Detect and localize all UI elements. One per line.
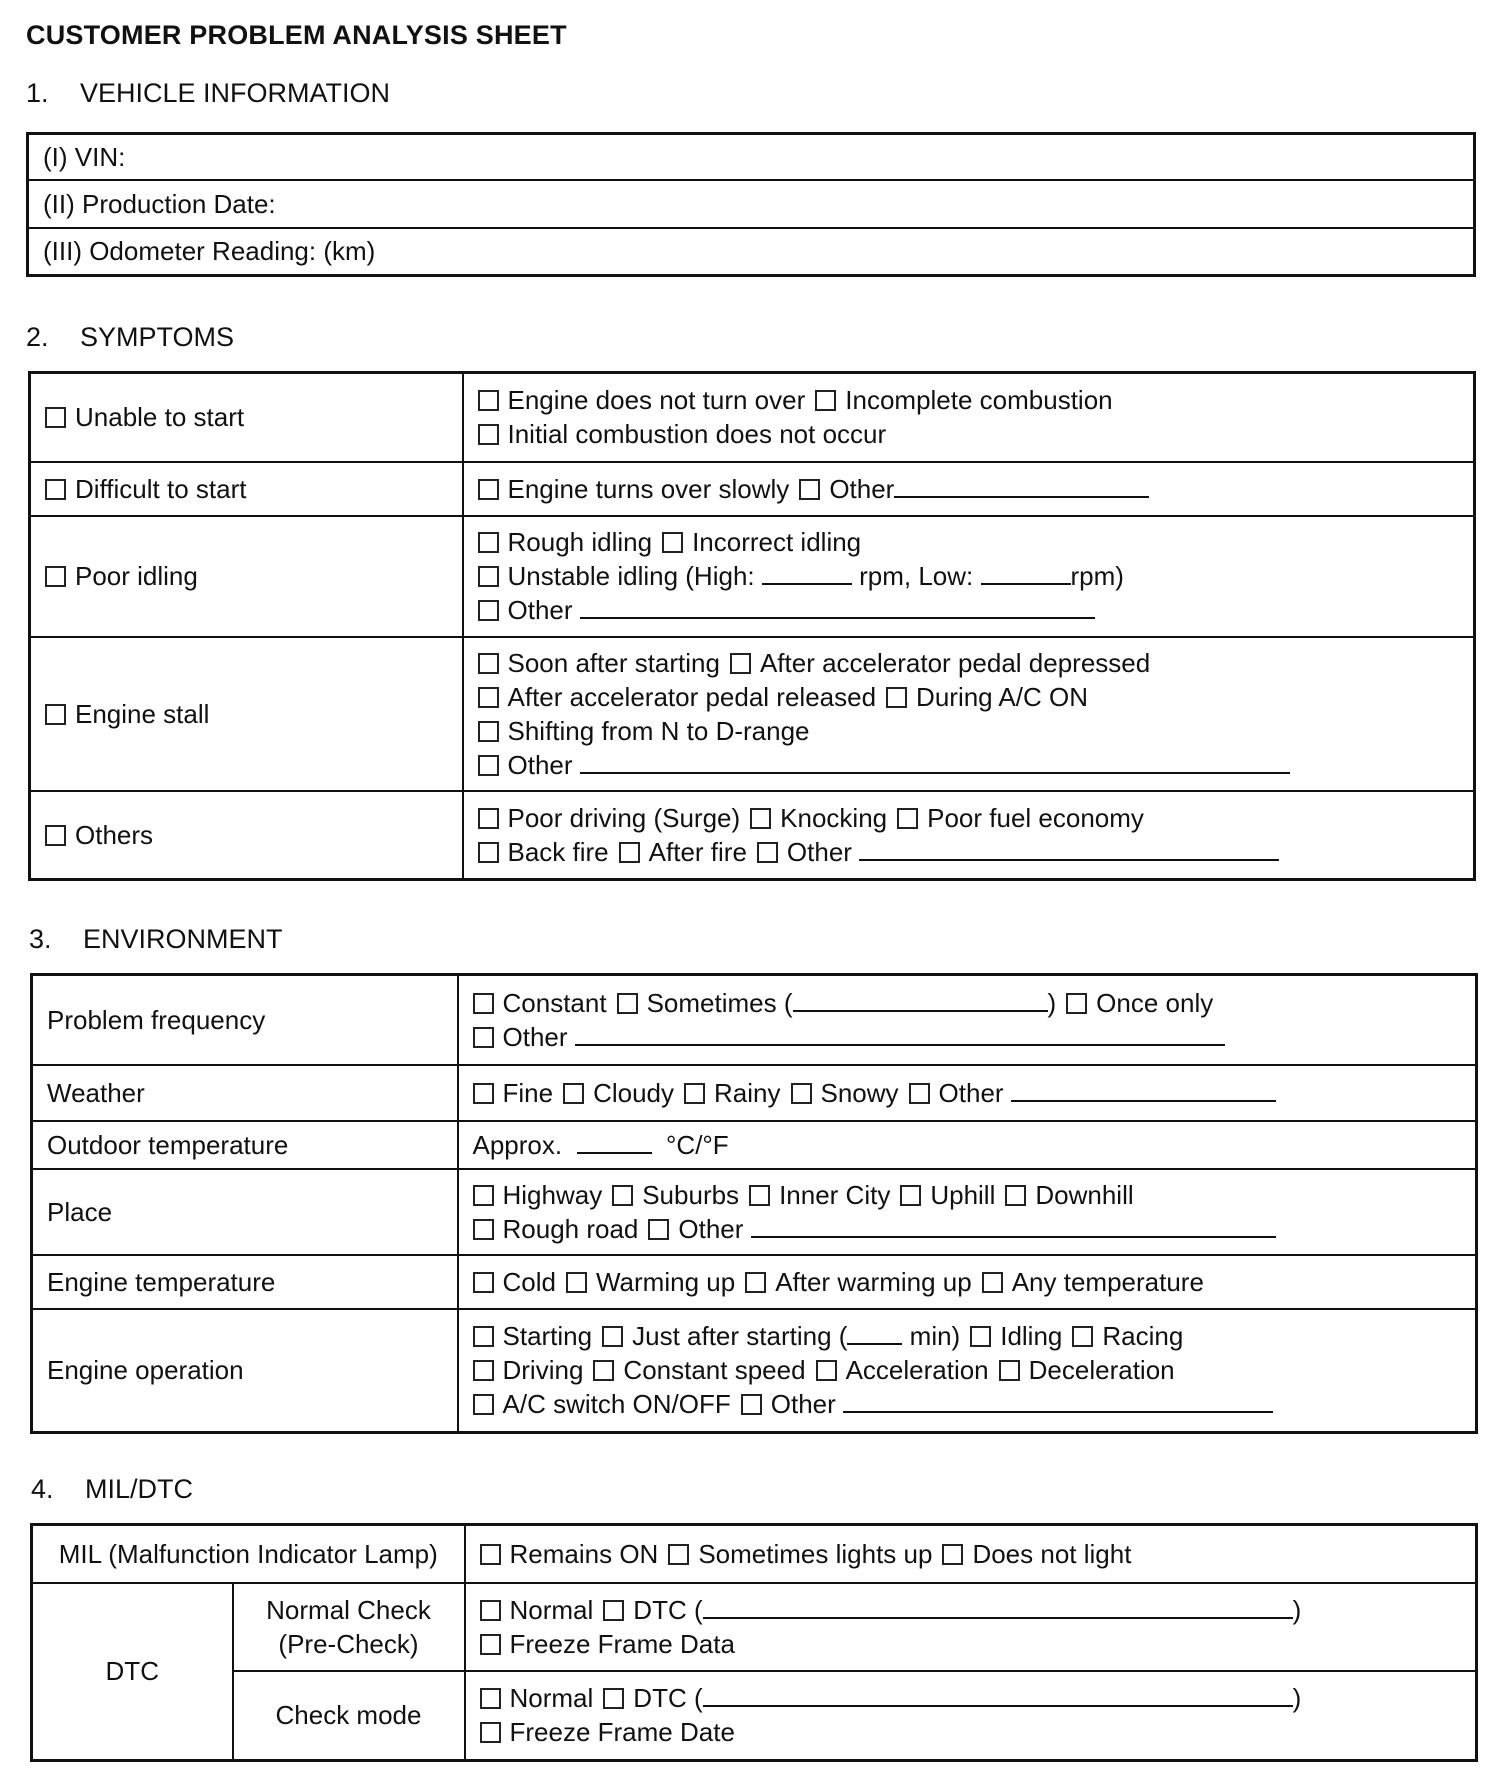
checkbox[interactable] [473, 1185, 494, 1206]
odometer-reading-label: (III) Odometer Reading: (km) [43, 236, 376, 267]
option-label: After warming up [775, 1266, 972, 1297]
checkbox[interactable] [478, 653, 499, 674]
dtc-label: DTC [105, 1656, 159, 1687]
blank-line[interactable] [703, 1683, 1293, 1707]
option-label: Incomplete combustion [845, 385, 1113, 416]
blank-line[interactable] [580, 595, 1095, 619]
symptom-label: Poor idling [75, 561, 198, 591]
option-label: Highway [502, 1179, 603, 1210]
checkbox[interactable] [478, 424, 499, 445]
checkbox[interactable] [791, 1083, 812, 1104]
option-label: Other [507, 595, 573, 625]
checkbox[interactable] [480, 1634, 501, 1655]
blank-line[interactable] [762, 561, 852, 585]
option-label: Driving [502, 1355, 584, 1386]
checkbox[interactable] [741, 1394, 762, 1415]
checkbox[interactable] [478, 721, 499, 742]
checkbox[interactable] [999, 1360, 1020, 1381]
pre-check-label: (Pre-Check) [278, 1628, 419, 1659]
dtc-label-cell [32, 1583, 233, 1761]
symptom-options [463, 373, 1475, 462]
symptom-label: Unable to start [75, 402, 245, 433]
checkbox[interactable] [750, 808, 771, 829]
section-title: MIL/DTC [85, 1474, 193, 1504]
option-label: DTC ( [633, 1683, 703, 1714]
checkbox[interactable] [816, 1360, 837, 1381]
option-label: Engine turns over slowly [507, 473, 790, 504]
option-label: Deceleration [1028, 1355, 1175, 1386]
checkbox[interactable] [480, 1600, 501, 1621]
option-label: Fine [502, 1077, 554, 1108]
env-options [458, 1121, 1477, 1169]
option-label: rpm, Low: [859, 561, 974, 591]
checkbox[interactable] [745, 1272, 766, 1293]
normal-check-label-cell [233, 1583, 465, 1671]
blank-line[interactable] [580, 750, 1290, 774]
checkbox[interactable] [749, 1185, 770, 1206]
option-label: Inner City [779, 1179, 891, 1210]
option-label: Any temperature [1011, 1266, 1204, 1297]
option-label: Racing [1102, 1321, 1184, 1352]
env-options [458, 1255, 1477, 1309]
checkbox[interactable] [648, 1219, 669, 1240]
option-label: °C/°F [666, 1129, 729, 1160]
checkbox[interactable] [942, 1544, 963, 1565]
symptom-label: Difficult to start [75, 473, 247, 504]
checkbox[interactable] [603, 1688, 624, 1709]
option-label: Suburbs [642, 1179, 740, 1210]
env-label [32, 1121, 458, 1169]
option-label: Incorrect idling [692, 527, 862, 557]
option-label: Constant speed [623, 1355, 806, 1386]
symptom-poor-idling[interactable] [30, 516, 463, 637]
checkbox[interactable] [473, 1083, 494, 1104]
env-label [32, 1169, 458, 1255]
checkbox[interactable] [473, 1272, 494, 1293]
symptom-options [463, 637, 1475, 791]
checkbox[interactable] [473, 993, 494, 1014]
checkbox[interactable] [602, 1326, 623, 1347]
checkbox-poor-idling[interactable] [45, 566, 66, 587]
checkbox[interactable] [1066, 993, 1087, 1014]
section-number: 1. [26, 78, 49, 108]
option-label: Remains ON [509, 1538, 659, 1569]
option-label: Freeze Frame Data [509, 1628, 735, 1659]
option-label: Rough road [502, 1213, 639, 1244]
blank-line[interactable] [847, 1321, 902, 1345]
symptom-options [463, 516, 1475, 637]
option-label: Other [678, 1213, 744, 1244]
checkbox[interactable] [478, 390, 499, 411]
checkbox[interactable] [757, 842, 778, 863]
blank-line[interactable] [981, 561, 1071, 585]
option-label: Rough idling [507, 527, 653, 557]
blank-line[interactable] [894, 474, 1149, 498]
section-number: 2. [26, 322, 49, 352]
blank-line[interactable] [577, 1130, 652, 1154]
option-label: Starting [502, 1321, 593, 1352]
option-label: Constant [502, 987, 607, 1018]
checkbox[interactable] [799, 479, 820, 500]
normal-check-label: Normal Check [266, 1594, 431, 1625]
blank-line[interactable] [859, 837, 1279, 861]
checkbox[interactable] [478, 687, 499, 708]
checkbox[interactable] [970, 1326, 991, 1347]
env-options [458, 975, 1477, 1065]
symptom-difficult-to-start[interactable] [30, 462, 463, 516]
checkbox[interactable] [897, 808, 918, 829]
option-label: Other [786, 836, 852, 867]
option-label: Downhill [1035, 1179, 1134, 1210]
section-heading-environment [29, 924, 283, 955]
checkbox[interactable] [619, 842, 640, 863]
option-label: Knocking [780, 802, 888, 833]
checkbox[interactable] [478, 808, 499, 829]
checkbox-engine-stall[interactable] [45, 704, 66, 725]
section-heading-vehicle-information [26, 78, 390, 109]
mil-label-cell [32, 1525, 465, 1583]
option-label: Initial combustion does not occur [507, 419, 887, 450]
option-label: rpm) [1070, 561, 1124, 591]
section-title: ENVIRONMENT [83, 924, 283, 954]
symptom-others[interactable] [30, 791, 463, 880]
option-label: ) [1292, 1594, 1302, 1625]
check-mode-options [465, 1671, 1477, 1761]
checkbox[interactable] [473, 1394, 494, 1415]
option-label: ) [1292, 1683, 1302, 1714]
blank-line[interactable] [1011, 1078, 1276, 1102]
checkbox-others[interactable] [45, 825, 66, 846]
symptoms-table [28, 371, 1476, 881]
option-label: Snowy [820, 1077, 899, 1108]
option-label: Sometimes ( [646, 987, 793, 1018]
option-label: Uphill [930, 1179, 996, 1210]
option-label: Poor fuel economy [927, 802, 1144, 833]
option-label: Normal [509, 1683, 594, 1714]
checkbox[interactable] [473, 1326, 494, 1347]
symptom-unable-to-start[interactable] [30, 373, 463, 462]
checkbox[interactable] [473, 1219, 494, 1240]
checkbox[interactable] [593, 1360, 614, 1381]
checkbox[interactable] [900, 1185, 921, 1206]
symptom-label: Others [75, 819, 154, 850]
env-options [458, 1065, 1477, 1121]
checkbox[interactable] [480, 1722, 501, 1743]
option-label: Warming up [595, 1266, 736, 1297]
blank-line[interactable] [751, 1214, 1276, 1238]
checkbox[interactable] [730, 653, 751, 674]
production-date-label: (II) Production Date: [43, 188, 276, 219]
checkbox[interactable] [662, 532, 683, 553]
vehicle-information-table [26, 132, 1476, 277]
checkbox-unable-to-start[interactable] [45, 407, 66, 428]
option-label: Soon after starting [507, 647, 720, 678]
option-label: Sometimes lights up [698, 1538, 933, 1569]
option-label: A/C switch ON/OFF [502, 1389, 731, 1420]
page-title: CUSTOMER PROBLEM ANALYSIS SHEET [26, 20, 567, 50]
env-options [458, 1169, 1477, 1255]
checkbox[interactable] [612, 1185, 633, 1206]
blank-line[interactable] [793, 988, 1048, 1012]
option-label: Just after starting ( [632, 1321, 848, 1352]
option-label: Does not light [972, 1538, 1132, 1569]
blank-line[interactable] [843, 1389, 1273, 1413]
option-label: Poor driving (Surge) [507, 802, 741, 833]
env-label [32, 1309, 458, 1433]
mil-dtc-table [30, 1523, 1478, 1762]
checkbox[interactable] [473, 1360, 494, 1381]
env-problem-frequency-label: Problem frequency [47, 1004, 266, 1035]
symptom-options [463, 462, 1475, 516]
checkbox[interactable] [480, 1544, 501, 1565]
checkbox[interactable] [563, 1083, 584, 1104]
option-label: Freeze Frame Date [509, 1717, 735, 1748]
checkbox[interactable] [473, 1027, 494, 1048]
section-title: SYMPTOMS [80, 322, 235, 352]
checkbox[interactable] [478, 600, 499, 621]
mil-options [465, 1525, 1477, 1583]
env-engine-temperature-label: Engine temperature [47, 1266, 276, 1297]
checkbox[interactable] [478, 755, 499, 776]
option-label: Cold [502, 1266, 556, 1297]
env-place-label: Place [47, 1196, 113, 1227]
option-label: After accelerator pedal depressed [759, 647, 1151, 678]
checkbox[interactable] [478, 566, 499, 587]
option-label: Once only [1096, 987, 1214, 1018]
section-number: 3. [29, 924, 52, 954]
env-label [32, 1255, 458, 1309]
section-title: VEHICLE INFORMATION [80, 78, 391, 108]
checkbox[interactable] [478, 842, 499, 863]
checkbox[interactable] [478, 479, 499, 500]
section-heading-symptoms [26, 322, 234, 353]
env-label [32, 975, 458, 1065]
option-label: During A/C ON [916, 681, 1088, 712]
normal-check-options [465, 1583, 1477, 1671]
checkbox[interactable] [1072, 1326, 1093, 1347]
env-outdoor-temperature-label: Outdoor temperature [47, 1129, 289, 1160]
checkbox[interactable] [815, 390, 836, 411]
check-mode-label: Check mode [275, 1700, 422, 1731]
option-label: Other [829, 473, 895, 504]
option-label: Shifting from N to D-range [507, 715, 810, 746]
check-mode-label-cell [233, 1671, 465, 1761]
symptom-options [463, 791, 1475, 880]
checkbox[interactable] [1005, 1185, 1026, 1206]
option-label: ) [1047, 987, 1057, 1018]
checkbox-difficult-to-start[interactable] [45, 479, 66, 500]
option-label: After fire [648, 836, 747, 867]
checkbox[interactable] [566, 1272, 587, 1293]
symptom-label: Engine stall [75, 698, 210, 729]
mil-label: MIL (Malfunction Indicator Lamp) [58, 1538, 438, 1569]
production-date-field[interactable] [28, 180, 1475, 228]
env-weather-label: Weather [47, 1077, 145, 1108]
option-label: Back fire [507, 836, 609, 867]
option-label: DTC ( [633, 1594, 703, 1625]
checkbox[interactable] [480, 1688, 501, 1709]
option-label: After accelerator pedal released [507, 681, 877, 712]
vin-field[interactable] [28, 134, 1475, 180]
option-label: Approx. [472, 1129, 563, 1160]
option-label: Engine does not turn over [507, 385, 806, 416]
section-number: 4. [31, 1474, 54, 1504]
option-label: Cloudy [593, 1077, 675, 1108]
odometer-reading-field[interactable] [28, 228, 1475, 276]
blank-line[interactable] [703, 1595, 1293, 1619]
option-label: min) [909, 1321, 961, 1352]
checkbox[interactable] [909, 1083, 930, 1104]
vin-label: (I) VIN: [43, 141, 126, 172]
checkbox[interactable] [603, 1600, 624, 1621]
checkbox[interactable] [668, 1544, 689, 1565]
option-label: Other [770, 1389, 836, 1420]
checkbox[interactable] [684, 1083, 705, 1104]
option-label: Idling [1000, 1321, 1063, 1352]
option-label: Normal [509, 1594, 594, 1625]
checkbox[interactable] [617, 993, 638, 1014]
blank-line[interactable] [575, 1022, 1225, 1046]
option-label: Acceleration [845, 1355, 989, 1386]
option-label: Unstable idling (High: [507, 561, 755, 591]
section-heading-mil-dtc [31, 1474, 193, 1505]
env-engine-operation-label: Engine operation [47, 1355, 244, 1386]
checkbox[interactable] [886, 687, 907, 708]
env-options [458, 1309, 1477, 1433]
checkbox[interactable] [982, 1272, 1003, 1293]
env-label [32, 1065, 458, 1121]
environment-table [30, 973, 1478, 1434]
option-label: Other [938, 1077, 1004, 1108]
checkbox[interactable] [478, 532, 499, 553]
symptom-engine-stall[interactable] [30, 637, 463, 791]
option-label: Other [502, 1021, 568, 1052]
option-label: Other [507, 749, 573, 780]
option-label: Rainy [714, 1077, 781, 1108]
